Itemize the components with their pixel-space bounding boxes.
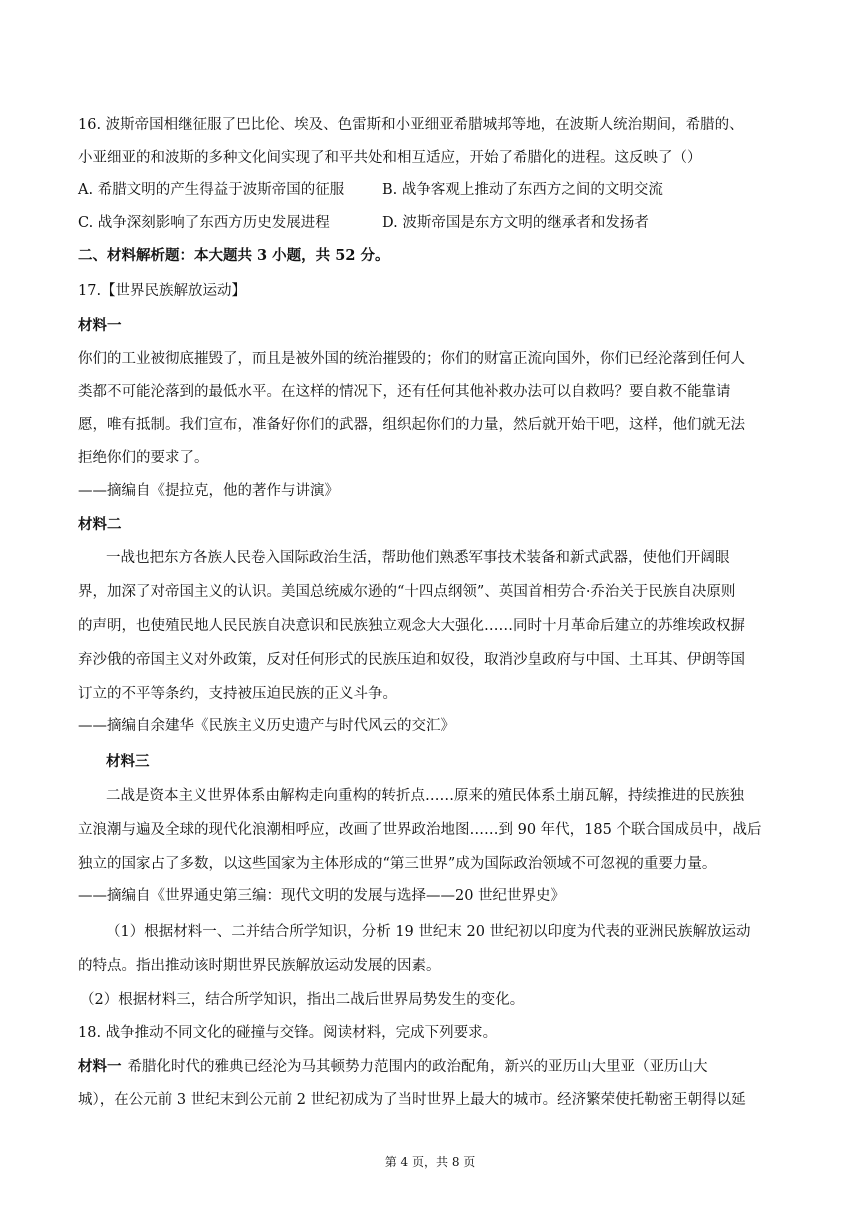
q18-material-1-line-2: 城），在公元前 3 世纪末到公元前 2 世纪初成为了当时世界上最大的城市。经济繁荣使托勒密王朝得以延 <box>78 1092 746 1108</box>
q17-material-1-line-3: 愿，唯有抵制。我们宣布，准备好你们的武器，组织起你们的力量，然后就开始干吧，这样，他们就无法 <box>78 417 745 433</box>
q16-option-c: C. 战争深刻影响了东西方历史发展进程 <box>78 215 330 231</box>
q17-material-3-line-2: 立浪潮与遍及全球的现代化浪潮相呼应，改画了世界政治地图……到 90 年代，185 个联合国成员中，战后 <box>78 822 762 838</box>
q16-option-d: D. 波斯帝国是东方文明的继承者和发扬者 <box>382 215 649 231</box>
q17-material-1-line-1: 你们的工业被彻底摧毁了，而且是被外国的统治摧毁的；你们的财富正流向国外，你们已经沦落到任何人 <box>78 351 745 367</box>
q17-material-1-label: 材料一 <box>78 317 122 334</box>
q17-material-2-line-2: 界，加深了对帝国主义的认识。美国总统威尔逊的“十四点纲领”、英国首相劳合·乔治关于民族自决原则 <box>78 584 736 600</box>
q17-material-2-line-4: 弃沙俄的帝国主义对外政策，反对任何形式的民族压迫和奴役，取消沙皇政府与中国、土耳其、伊朗等国 <box>78 652 745 668</box>
q17-subquestion-2: （2）根据材料三，结合所学知识，指出二战后世界局势发生的变化。 <box>80 992 525 1008</box>
q16-stem-line-1: 16. 波斯帝国相继征服了巴比伦、埃及、色雷斯和小亚细亚希腊城邦等地，在波斯人统治期间，希腊的、 <box>78 117 744 133</box>
q17-material-1-source: ——摘编自《提拉克，他的著作与讲演》 <box>78 483 339 499</box>
q17-material-2-line-3: 的声明，也使殖民地人民民族自决意识和民族独立观念大大强化……同时十月革命后建立的苏维埃政权摒 <box>78 618 745 634</box>
q17-material-1-line-2: 类都不可能沦落到的最低水平。在这样的情况下，还有任何其他补救办法可以自救吗？要自救不能靠请 <box>78 384 731 400</box>
q17-material-1-line-4: 拒绝你们的要求了。 <box>78 450 209 466</box>
q17-material-3-line-3: 独立的国家占了多数，以这些国家为主体形成的“第三世界”成为国际政治领域不可忽视的重要力量。 <box>78 856 717 872</box>
q17-material-3-label: 材料三 <box>106 753 150 770</box>
q18-material-1-label <box>78 1057 708 1077</box>
q16-option-b: B. 战争客观上推动了东西方之间的文明交流 <box>382 182 663 198</box>
q18-material-1-line-1: 希腊化时代的雅典已经沦为马其顿势力范围内的政治配角，新兴的亚历山大里亚（亚历山大 <box>127 1059 708 1075</box>
q18-intro: 18. 战争推动不同文化的碰撞与交锋。阅读材料，完成下列要求。 <box>78 1025 498 1041</box>
q17-subquestion-1-line-2: 的特点。指出推动该时期世界民族解放运动发展的因素。 <box>78 958 441 974</box>
q17-material-2-source: ——摘编自余建华《民族主义历史遗产与时代风云的交汇》 <box>78 718 455 734</box>
q18-material-1-label-text: 材料一 <box>78 1058 122 1075</box>
q16-stem-line-2: 小亚细亚的和波斯的多种文化间实现了和平共处和相互适应，开始了希腊化的进程。这反映了（） <box>78 150 702 166</box>
q17-material-3-source: ——摘编自《世界通史第三编：现代文明的发展与选择——20 世纪世界史》 <box>78 888 566 904</box>
q17-material-3-line-1: 二战是资本主义世界体系由解构走向重构的转折点……原来的殖民体系土崩瓦解，持续推进的民族独 <box>106 788 744 804</box>
q17-subquestion-1-line-1: （1）根据材料一、二并结合所学知识，分析 19 世纪末 20 世纪初以印度为代表的亚洲民族解放运动 <box>106 924 751 940</box>
q17-material-2-line-1: 一战也把东方各族人民卷入国际政治生活，帮助他们熟悉军事技术装备和新式武器，使他们开阔眼 <box>106 550 730 566</box>
q17-material-2-label: 材料二 <box>78 516 122 533</box>
page-number-footer: 第 4 页，共 8 页 <box>384 1155 476 1169</box>
q17-title: 17.【世界民族解放运动】 <box>78 283 247 299</box>
q16-option-a: A. 希腊文明的产生得益于波斯帝国的征服 <box>78 182 345 198</box>
section-heading: 二、材料解析题：本大题共 3 小题，共 52 分。 <box>78 247 390 264</box>
q17-material-2-line-5: 订立的不平等条约，支持被压迫民族的正义斗争。 <box>78 686 397 702</box>
